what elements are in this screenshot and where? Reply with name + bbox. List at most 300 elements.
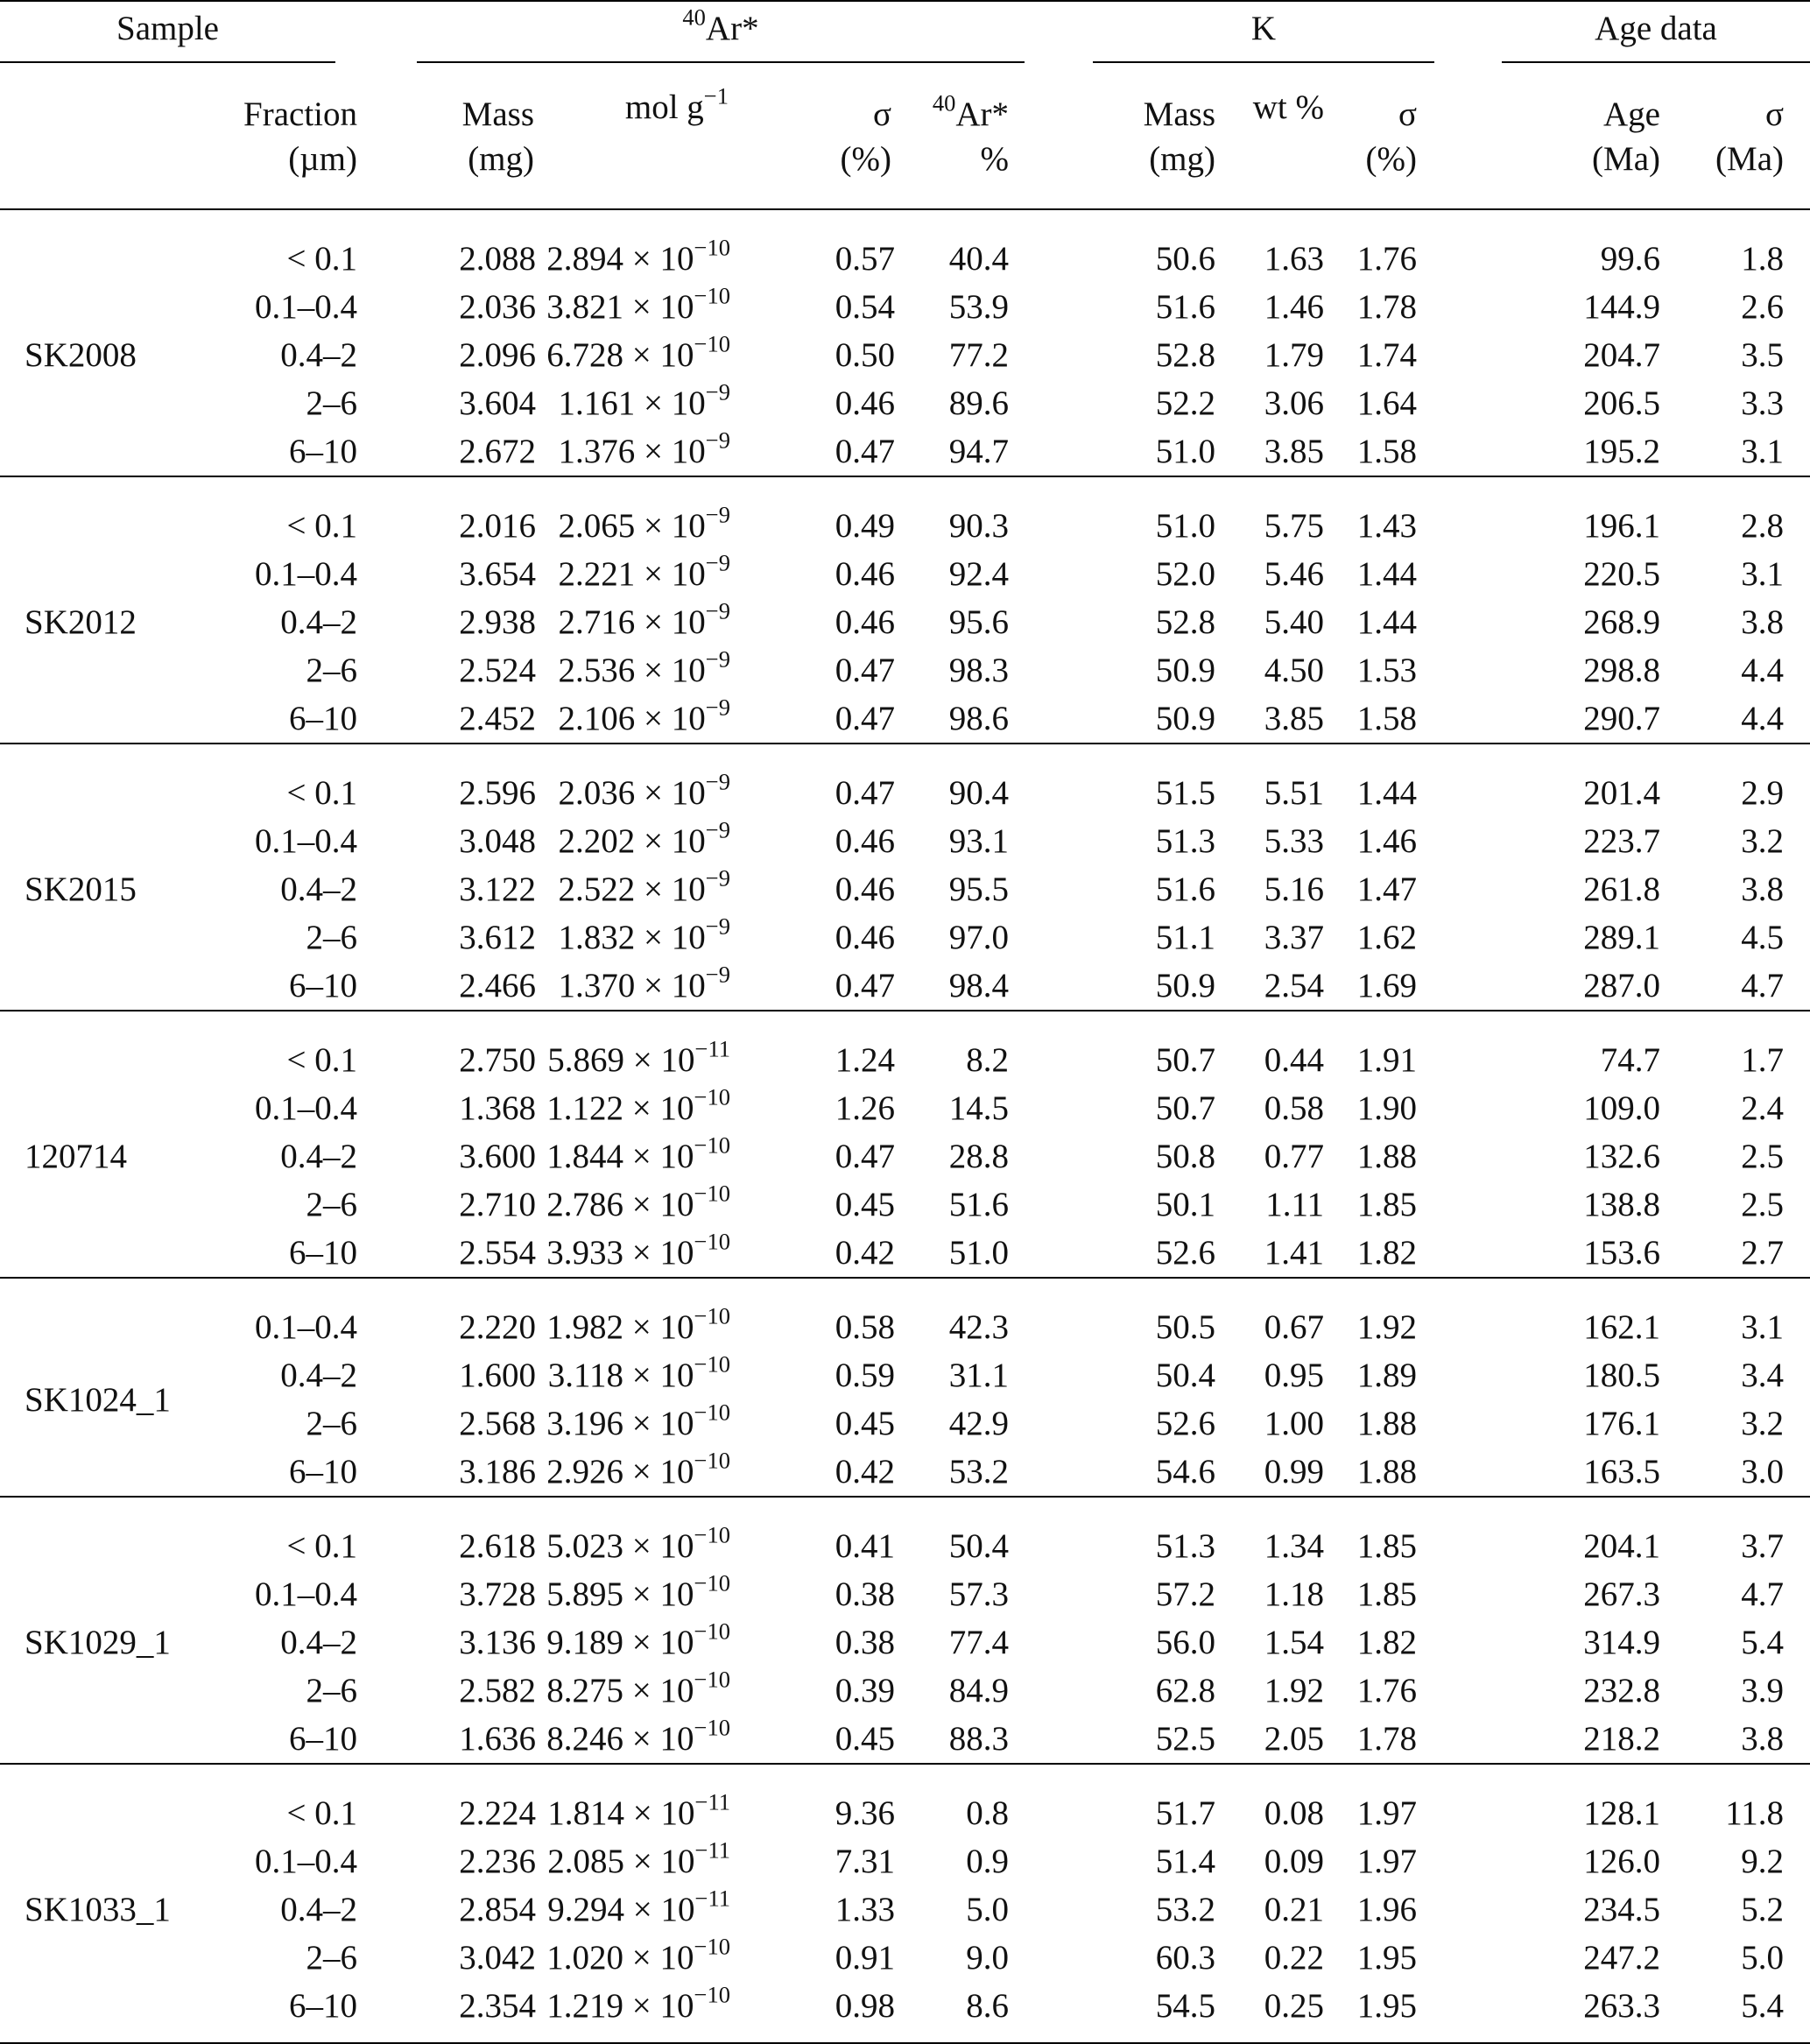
age-sigma-cell: 1.7 bbox=[1741, 1041, 1784, 1079]
fraction-header: Fraction (µm) bbox=[228, 67, 357, 209]
table-bottom-rule bbox=[0, 2030, 1810, 2043]
ar-mass-cell: 2.710 bbox=[459, 1186, 536, 1223]
fraction-cell: 6–10 bbox=[289, 1987, 357, 2025]
ar-mol-cell: $2.036 \times 10^{-9}$ bbox=[558, 768, 730, 812]
ar-mol-cell: $1.122 \times 10^{-10}$ bbox=[546, 1083, 730, 1127]
ar-mol-cell: $2.894 \times 10^{-10}$ bbox=[546, 234, 730, 278]
k-sigma-cell: 1.46 bbox=[1356, 822, 1417, 860]
ar-mol-cell: $2.085 \times 10^{-11}$ bbox=[547, 1836, 730, 1880]
fraction-cell: 2–6 bbox=[306, 919, 357, 956]
k-mass-cell: 60.3 bbox=[1155, 1939, 1215, 1977]
fraction-cell: 0.1–0.4 bbox=[255, 555, 357, 593]
age-sigma-cell: 5.0 bbox=[1741, 1939, 1784, 1977]
k-wt-cell: 5.51 bbox=[1264, 774, 1324, 812]
ar-mol-cell: $8.246 \times 10^{-10}$ bbox=[546, 1714, 730, 1758]
k-wt-cell: 5.75 bbox=[1264, 507, 1324, 545]
k-wt-cell: 3.85 bbox=[1264, 433, 1324, 470]
age-sigma-cell: 3.1 bbox=[1741, 433, 1784, 470]
ar-pct-cell: 5.0 bbox=[966, 1891, 1009, 1928]
age-cell: 204.7 bbox=[1583, 336, 1660, 374]
age-sigma-cell: 3.2 bbox=[1741, 1405, 1784, 1442]
k-wt-cell: 3.85 bbox=[1264, 700, 1324, 737]
k-wt-cell: 4.50 bbox=[1264, 652, 1324, 689]
ar-sigma-cell: 0.39 bbox=[835, 1672, 895, 1709]
sample-name: SK2015 bbox=[25, 870, 137, 908]
k-wt-cell: 0.67 bbox=[1264, 1308, 1324, 1346]
age-sigma-cell: 2.7 bbox=[1741, 1234, 1784, 1272]
k-wt-header: wt % bbox=[1222, 67, 1328, 209]
ar-pct-cell: 42.9 bbox=[948, 1405, 1009, 1442]
k-mass-cell: 52.8 bbox=[1155, 336, 1215, 374]
k-wt-cell: 0.25 bbox=[1264, 1987, 1324, 2025]
k-mass-cell: 50.9 bbox=[1155, 967, 1215, 1004]
table-row bbox=[0, 913, 1810, 962]
ar-sigma-cell: 0.47 bbox=[835, 652, 895, 689]
fraction-cell: < 0.1 bbox=[286, 240, 357, 278]
k-sigma-cell: 1.44 bbox=[1356, 603, 1417, 641]
k-mass-cell: 50.5 bbox=[1155, 1308, 1215, 1346]
age-sigma-cell: 4.7 bbox=[1741, 1575, 1784, 1613]
k-mass-cell: 51.6 bbox=[1155, 870, 1215, 908]
fraction-cell: 6–10 bbox=[289, 1453, 357, 1491]
k-wt-cell: 5.33 bbox=[1264, 822, 1324, 860]
ar-pct-cell: 50.4 bbox=[948, 1527, 1009, 1565]
k-wt-cell: 0.08 bbox=[1264, 1794, 1324, 1832]
ar-mass-cell: 2.236 bbox=[459, 1843, 536, 1880]
k-mass-cell: 52.0 bbox=[1155, 555, 1215, 593]
ar-mass-cell: 2.938 bbox=[459, 603, 536, 641]
age-cell: 263.3 bbox=[1583, 1987, 1660, 2025]
fraction-cell: < 0.1 bbox=[286, 1794, 357, 1832]
table-row bbox=[0, 331, 1810, 379]
k-mass-cell: 52.6 bbox=[1155, 1234, 1215, 1272]
ar-mass-cell: 3.186 bbox=[459, 1453, 536, 1491]
age-sigma-cell: 4.4 bbox=[1741, 700, 1784, 737]
ar-sigma-cell: 0.42 bbox=[835, 1453, 895, 1491]
age-sigma-cell: 3.1 bbox=[1741, 555, 1784, 593]
age-sigma-cell: 3.5 bbox=[1741, 336, 1784, 374]
ar-pct-cell: 8.2 bbox=[966, 1041, 1009, 1079]
group-separator bbox=[0, 744, 1810, 769]
k-wt-cell: 5.46 bbox=[1264, 555, 1324, 593]
age-sigma-cell: 5.4 bbox=[1741, 1624, 1784, 1661]
k-mass-cell: 50.1 bbox=[1155, 1186, 1215, 1223]
ar-sigma-cell: 0.54 bbox=[835, 288, 895, 326]
age-cell: 204.1 bbox=[1583, 1527, 1660, 1565]
age-cell: 218.2 bbox=[1583, 1720, 1660, 1758]
age-sigma-cell: 2.4 bbox=[1741, 1089, 1784, 1127]
ar-mass-cell: 3.728 bbox=[459, 1575, 536, 1613]
ar-mass-cell: 1.368 bbox=[459, 1089, 536, 1127]
k-sigma-cell: 1.78 bbox=[1356, 1720, 1417, 1758]
ar-mass-cell: 2.854 bbox=[459, 1891, 536, 1928]
table-row bbox=[0, 1399, 1810, 1448]
age-sigma-cell: 3.4 bbox=[1741, 1357, 1784, 1394]
ar-pct-cell: 14.5 bbox=[948, 1089, 1009, 1127]
ar-pct-cell: 98.6 bbox=[948, 700, 1009, 737]
age-sigma-cell: 3.2 bbox=[1741, 822, 1784, 860]
k-wt-cell: 5.40 bbox=[1264, 603, 1324, 641]
age-sigma-cell: 5.4 bbox=[1741, 1987, 1784, 2025]
ar-mass-cell: 2.016 bbox=[459, 507, 536, 545]
k-mass-cell: 50.8 bbox=[1155, 1138, 1215, 1175]
k-wt-cell: 5.16 bbox=[1264, 870, 1324, 908]
ar-mass-cell: 2.036 bbox=[459, 288, 536, 326]
age-cell: 314.9 bbox=[1583, 1624, 1660, 1661]
fraction-cell: 0.1–0.4 bbox=[255, 1308, 357, 1346]
ar-mol-cell: $2.221 \times 10^{-9}$ bbox=[558, 549, 730, 593]
k-mass-cell: 51.6 bbox=[1155, 288, 1215, 326]
age-cell: 109.0 bbox=[1583, 1089, 1660, 1127]
k-wt-cell: 0.21 bbox=[1264, 1891, 1324, 1928]
k-sigma-cell: 1.44 bbox=[1356, 555, 1417, 593]
ar-mass-cell: 2.354 bbox=[459, 1987, 536, 2025]
ar-mol-cell: $3.821 \times 10^{-10}$ bbox=[546, 282, 730, 326]
table-row bbox=[0, 283, 1810, 331]
age-sigma-cell: 1.8 bbox=[1741, 240, 1784, 278]
table-row bbox=[0, 1084, 1810, 1132]
ar-mass-cell: 2.554 bbox=[459, 1234, 536, 1272]
k-wt-cell: 0.09 bbox=[1264, 1843, 1324, 1880]
ar-mol-cell: $2.536 \times 10^{-9}$ bbox=[558, 645, 730, 689]
ar-sigma-cell: 0.46 bbox=[835, 870, 895, 908]
ar-mass-cell: 2.224 bbox=[459, 1794, 536, 1832]
fraction-cell: 6–10 bbox=[289, 1720, 357, 1758]
ar-pct-cell: 92.4 bbox=[948, 555, 1009, 593]
age-cell: 163.5 bbox=[1583, 1453, 1660, 1491]
group-sample-header: Sample bbox=[0, 2, 357, 67]
k-mass-header: Mass (mg) bbox=[1093, 67, 1222, 209]
ar-pct-header: $^{40}$Ar* % bbox=[895, 67, 1033, 209]
age-sigma-cell: 3.3 bbox=[1741, 384, 1784, 422]
fraction-cell: 0.4–2 bbox=[280, 870, 357, 908]
age-cell: 162.1 bbox=[1583, 1308, 1660, 1346]
ar-mass-cell: 3.136 bbox=[459, 1624, 536, 1661]
ar-mol-cell: $1.020 \times 10^{-10}$ bbox=[546, 1933, 730, 1977]
ar-pct-cell: 88.3 bbox=[948, 1720, 1009, 1758]
fraction-cell: 6–10 bbox=[289, 433, 357, 470]
age-cell: 132.6 bbox=[1583, 1138, 1660, 1175]
ar-sigma-cell: 0.46 bbox=[835, 555, 895, 593]
k-mass-cell: 54.6 bbox=[1155, 1453, 1215, 1491]
table-row bbox=[0, 962, 1810, 1011]
age-cell: 234.5 bbox=[1583, 1891, 1660, 1928]
ar-mass-cell: 1.600 bbox=[459, 1357, 536, 1394]
k-mass-cell: 52.6 bbox=[1155, 1405, 1215, 1442]
k-wt-cell: 1.11 bbox=[1265, 1186, 1324, 1223]
ar-sigma-cell: 0.47 bbox=[835, 700, 895, 737]
ar-mol-cell: $5.023 \times 10^{-10}$ bbox=[546, 1521, 730, 1565]
ar-sigma-cell: 0.47 bbox=[835, 433, 895, 470]
table-row bbox=[0, 598, 1810, 646]
age-cell: 290.7 bbox=[1583, 700, 1660, 737]
k-wt-cell: 1.54 bbox=[1264, 1624, 1324, 1661]
ar-sigma-cell: 0.38 bbox=[835, 1624, 895, 1661]
table-row bbox=[0, 694, 1810, 744]
k-wt-cell: 1.34 bbox=[1264, 1527, 1324, 1565]
ar-mol-cell: $1.219 \times 10^{-10}$ bbox=[546, 1981, 730, 2025]
table-row bbox=[0, 1036, 1810, 1084]
ar-mol-header: mol $g^{-1}$ bbox=[546, 67, 772, 209]
ar-sigma-cell: 1.26 bbox=[835, 1089, 895, 1127]
k-sigma-cell: 1.95 bbox=[1356, 1939, 1417, 1977]
group-separator bbox=[0, 209, 1810, 235]
table-row bbox=[0, 865, 1810, 913]
ar-mass-cell: 2.466 bbox=[459, 967, 536, 1004]
fraction-cell: 0.4–2 bbox=[280, 1624, 357, 1661]
sample-name: SK1033_1 bbox=[25, 1891, 171, 1928]
k-sigma-cell: 1.90 bbox=[1356, 1089, 1417, 1127]
ar-pct-cell: 98.3 bbox=[948, 652, 1009, 689]
fraction-cell: 2–6 bbox=[306, 652, 357, 689]
age-cell: 144.9 bbox=[1583, 288, 1660, 326]
age-sigma-header: σ (Ma) bbox=[1669, 67, 1810, 209]
fraction-cell: < 0.1 bbox=[286, 507, 357, 545]
ar-sigma-cell: 7.31 bbox=[835, 1843, 895, 1880]
age-cell: 99.6 bbox=[1600, 240, 1660, 278]
ar-sigma-header: σ (%) bbox=[772, 67, 895, 209]
age-sigma-cell: 2.9 bbox=[1741, 774, 1784, 812]
ar-mol-cell: $2.065 \times 10^{-9}$ bbox=[558, 501, 730, 545]
age-cell: 153.6 bbox=[1583, 1234, 1660, 1272]
sample-name: SK2008 bbox=[25, 336, 137, 374]
k-sigma-cell: 1.85 bbox=[1356, 1527, 1417, 1565]
ar-mass-cell: 1.636 bbox=[459, 1720, 536, 1758]
k-wt-cell: 1.63 bbox=[1264, 240, 1324, 278]
k-sigma-cell: 1.44 bbox=[1356, 774, 1417, 812]
k-mass-cell: 56.0 bbox=[1155, 1624, 1215, 1661]
k-mass-cell: 57.2 bbox=[1155, 1575, 1215, 1613]
sample-name: 120714 bbox=[25, 1138, 127, 1175]
ar-mol-cell: $9.294 \times 10^{-11}$ bbox=[547, 1885, 730, 1928]
k-sigma-cell: 1.82 bbox=[1356, 1624, 1417, 1661]
k-sigma-cell: 1.53 bbox=[1356, 652, 1417, 689]
ar-pct-cell: 90.3 bbox=[948, 507, 1009, 545]
k-sigma-cell: 1.58 bbox=[1356, 700, 1417, 737]
age-sigma-cell: 2.5 bbox=[1741, 1186, 1784, 1223]
ar-sigma-cell: 0.49 bbox=[835, 507, 895, 545]
age-cell: 247.2 bbox=[1583, 1939, 1660, 1977]
k-mass-cell: 51.1 bbox=[1155, 919, 1215, 956]
k-mass-cell: 51.3 bbox=[1155, 822, 1215, 860]
table-row bbox=[0, 1667, 1810, 1715]
group-header-row bbox=[0, 2, 1810, 67]
group-potassium-header: K bbox=[1093, 2, 1443, 67]
k-sigma-cell: 1.74 bbox=[1356, 336, 1417, 374]
age-sigma-cell: 4.7 bbox=[1741, 967, 1784, 1004]
age-cell: 126.0 bbox=[1583, 1843, 1660, 1880]
k-sigma-cell: 1.92 bbox=[1356, 1308, 1417, 1346]
ar-mol-cell: $1.814 \times 10^{-11}$ bbox=[547, 1788, 730, 1832]
ar-mass-cell: 2.618 bbox=[459, 1527, 536, 1565]
ar-pct-cell: 42.3 bbox=[948, 1308, 1009, 1346]
table-row bbox=[0, 1837, 1810, 1885]
ar-pct-cell: 0.9 bbox=[966, 1843, 1009, 1880]
ar-mol-cell: $2.202 \times 10^{-9}$ bbox=[558, 816, 730, 860]
ar-mol-cell: $1.982 \times 10^{-10}$ bbox=[546, 1302, 730, 1346]
age-sigma-cell: 4.4 bbox=[1741, 652, 1784, 689]
ar-sigma-cell: 0.46 bbox=[835, 384, 895, 422]
ar-mass-cell: 3.122 bbox=[459, 870, 536, 908]
ar-pct-cell: 90.4 bbox=[948, 774, 1009, 812]
ar-mass-header: Mass (mg) bbox=[417, 67, 546, 209]
fraction-cell: 6–10 bbox=[289, 700, 357, 737]
table-row bbox=[0, 427, 1810, 476]
k-sigma-cell: 1.88 bbox=[1356, 1405, 1417, 1442]
ar-pct-cell: 94.7 bbox=[948, 433, 1009, 470]
ar-mass-cell: 2.088 bbox=[459, 240, 536, 278]
column-header-row bbox=[0, 67, 1810, 209]
ar-mol-cell: $5.869 \times 10^{-11}$ bbox=[547, 1035, 730, 1079]
fraction-cell: 6–10 bbox=[289, 967, 357, 1004]
age-cell: 268.9 bbox=[1583, 603, 1660, 641]
age-cell: 220.5 bbox=[1583, 555, 1660, 593]
k-sigma-cell: 1.89 bbox=[1356, 1357, 1417, 1394]
ar-sigma-cell: 0.47 bbox=[835, 1138, 895, 1175]
fraction-cell: 2–6 bbox=[306, 1186, 357, 1223]
ar-sigma-cell: 0.91 bbox=[835, 1939, 895, 1977]
k-wt-cell: 0.99 bbox=[1264, 1453, 1324, 1491]
group-separator bbox=[0, 1011, 1810, 1036]
age-cell: 232.8 bbox=[1583, 1672, 1660, 1709]
ar-sigma-cell: 1.33 bbox=[835, 1891, 895, 1928]
ar-sigma-cell: 0.50 bbox=[835, 336, 895, 374]
ar-mass-cell: 3.604 bbox=[459, 384, 536, 422]
age-sigma-cell: 9.2 bbox=[1741, 1843, 1784, 1880]
ar-sigma-cell: 0.46 bbox=[835, 603, 895, 641]
age-cell: 298.8 bbox=[1583, 652, 1660, 689]
ar-pct-cell: 95.5 bbox=[948, 870, 1009, 908]
ar-mol-cell: $6.728 \times 10^{-10}$ bbox=[546, 330, 730, 374]
k-sigma-cell: 1.43 bbox=[1356, 507, 1417, 545]
ar-sigma-cell: 0.47 bbox=[835, 774, 895, 812]
age-sigma-cell: 2.6 bbox=[1741, 288, 1784, 326]
k-wt-cell: 0.77 bbox=[1264, 1138, 1324, 1175]
sample-name: SK1024_1 bbox=[25, 1380, 171, 1419]
k-sigma-cell: 1.91 bbox=[1356, 1041, 1417, 1079]
ar-sigma-cell: 0.57 bbox=[835, 240, 895, 278]
ar-pct-cell: 84.9 bbox=[948, 1672, 1009, 1709]
fraction-cell: 0.1–0.4 bbox=[255, 1089, 357, 1127]
ar-pct-cell: 77.4 bbox=[948, 1624, 1009, 1661]
k-sigma-cell: 1.97 bbox=[1356, 1794, 1417, 1832]
k-mass-cell: 62.8 bbox=[1155, 1672, 1215, 1709]
fraction-cell: 0.1–0.4 bbox=[255, 1575, 357, 1613]
ar-pct-cell: 0.8 bbox=[966, 1794, 1009, 1832]
k-sigma-cell: 1.85 bbox=[1356, 1575, 1417, 1613]
group-age-header: Age data bbox=[1503, 2, 1810, 67]
table-row bbox=[0, 1789, 1810, 1837]
ar-mass-cell: 3.654 bbox=[459, 555, 536, 593]
k-wt-cell: 2.54 bbox=[1264, 967, 1324, 1004]
k-wt-cell: 3.06 bbox=[1264, 384, 1324, 422]
table-body bbox=[0, 1, 1810, 2044]
k-wt-cell: 1.18 bbox=[1264, 1575, 1324, 1613]
k-mass-cell: 52.2 bbox=[1155, 384, 1215, 422]
ar-sigma-cell: 0.45 bbox=[835, 1720, 895, 1758]
k-sigma-cell: 1.85 bbox=[1356, 1186, 1417, 1223]
k-mass-cell: 50.7 bbox=[1155, 1089, 1215, 1127]
ar-mass-cell: 2.750 bbox=[459, 1041, 536, 1079]
ar-mass-cell: 2.524 bbox=[459, 652, 536, 689]
age-sigma-cell: 3.1 bbox=[1741, 1308, 1784, 1346]
k-mass-cell: 50.6 bbox=[1155, 240, 1215, 278]
age-cell: 223.7 bbox=[1583, 822, 1660, 860]
k-sigma-cell: 1.96 bbox=[1356, 1891, 1417, 1928]
fraction-cell: 6–10 bbox=[289, 1234, 357, 1272]
k-mass-cell: 54.5 bbox=[1155, 1987, 1215, 2025]
age-cell: 201.4 bbox=[1583, 774, 1660, 812]
ar-mol-cell: $2.716 \times 10^{-9}$ bbox=[558, 597, 730, 641]
table-row bbox=[0, 646, 1810, 694]
age-sigma-cell: 4.5 bbox=[1741, 919, 1784, 956]
k-sigma-cell: 1.76 bbox=[1356, 240, 1417, 278]
k-mass-cell: 53.2 bbox=[1155, 1891, 1215, 1928]
ar-mass-cell: 2.672 bbox=[459, 433, 536, 470]
ar-mol-cell: $1.370 \times 10^{-9}$ bbox=[558, 961, 730, 1004]
k-wt-cell: 1.92 bbox=[1264, 1672, 1324, 1709]
k-sigma-header: σ (%) bbox=[1328, 67, 1443, 209]
k-sigma-cell: 1.97 bbox=[1356, 1843, 1417, 1880]
fraction-cell: 0.4–2 bbox=[280, 1891, 357, 1928]
k-mass-cell: 51.0 bbox=[1155, 433, 1215, 470]
ar-pct-cell: 95.6 bbox=[948, 603, 1009, 641]
k-sigma-cell: 1.88 bbox=[1356, 1453, 1417, 1491]
table-row bbox=[0, 1618, 1810, 1667]
ar-mol-cell: $2.522 \times 10^{-9}$ bbox=[558, 864, 730, 908]
ar-mass-cell: 3.612 bbox=[459, 919, 536, 956]
table-row bbox=[0, 1715, 1810, 1764]
k-sigma-cell: 1.64 bbox=[1356, 384, 1417, 422]
ar-sigma-cell: 0.46 bbox=[835, 822, 895, 860]
k-sigma-cell: 1.88 bbox=[1356, 1138, 1417, 1175]
table-row bbox=[0, 1982, 1810, 2030]
ar-mass-cell: 2.096 bbox=[459, 336, 536, 374]
table-row bbox=[0, 1448, 1810, 1497]
k-mass-cell: 50.9 bbox=[1155, 700, 1215, 737]
ar-pct-cell: 9.0 bbox=[966, 1939, 1009, 1977]
age-cell: 176.1 bbox=[1583, 1405, 1660, 1442]
k-wt-cell: 0.58 bbox=[1264, 1089, 1324, 1127]
k-wt-cell: 3.37 bbox=[1264, 919, 1324, 956]
ar-mass-cell: 2.220 bbox=[459, 1308, 536, 1346]
age-cell: 287.0 bbox=[1583, 967, 1660, 1004]
ar-sigma-cell: 1.24 bbox=[835, 1041, 895, 1079]
fraction-cell: 2–6 bbox=[306, 384, 357, 422]
k-wt-cell: 1.00 bbox=[1264, 1405, 1324, 1442]
ar-pct-cell: 8.6 bbox=[966, 1987, 1009, 2025]
table-row bbox=[0, 769, 1810, 817]
age-header: Age (Ma) bbox=[1503, 67, 1669, 209]
fraction-cell: 0.1–0.4 bbox=[255, 1843, 357, 1880]
ar-sigma-cell: 0.45 bbox=[835, 1405, 895, 1442]
ar-mol-cell: $3.196 \times 10^{-10}$ bbox=[546, 1399, 730, 1442]
fraction-cell: < 0.1 bbox=[286, 1527, 357, 1565]
fraction-cell: 0.4–2 bbox=[280, 1357, 357, 1394]
ar-pct-cell: 57.3 bbox=[948, 1575, 1009, 1613]
table-row bbox=[0, 1570, 1810, 1618]
ar-sigma-cell: 0.59 bbox=[835, 1357, 895, 1394]
k-sigma-cell: 1.82 bbox=[1356, 1234, 1417, 1272]
ar-sigma-cell: 0.58 bbox=[835, 1308, 895, 1346]
age-sigma-cell: 3.8 bbox=[1741, 1720, 1784, 1758]
fraction-cell: < 0.1 bbox=[286, 1041, 357, 1079]
table-row bbox=[0, 1934, 1810, 1982]
group-separator bbox=[0, 1764, 1810, 1789]
age-sigma-cell: 11.8 bbox=[1725, 1794, 1784, 1832]
k-sigma-cell: 1.95 bbox=[1356, 1987, 1417, 2025]
age-cell: 206.5 bbox=[1583, 384, 1660, 422]
